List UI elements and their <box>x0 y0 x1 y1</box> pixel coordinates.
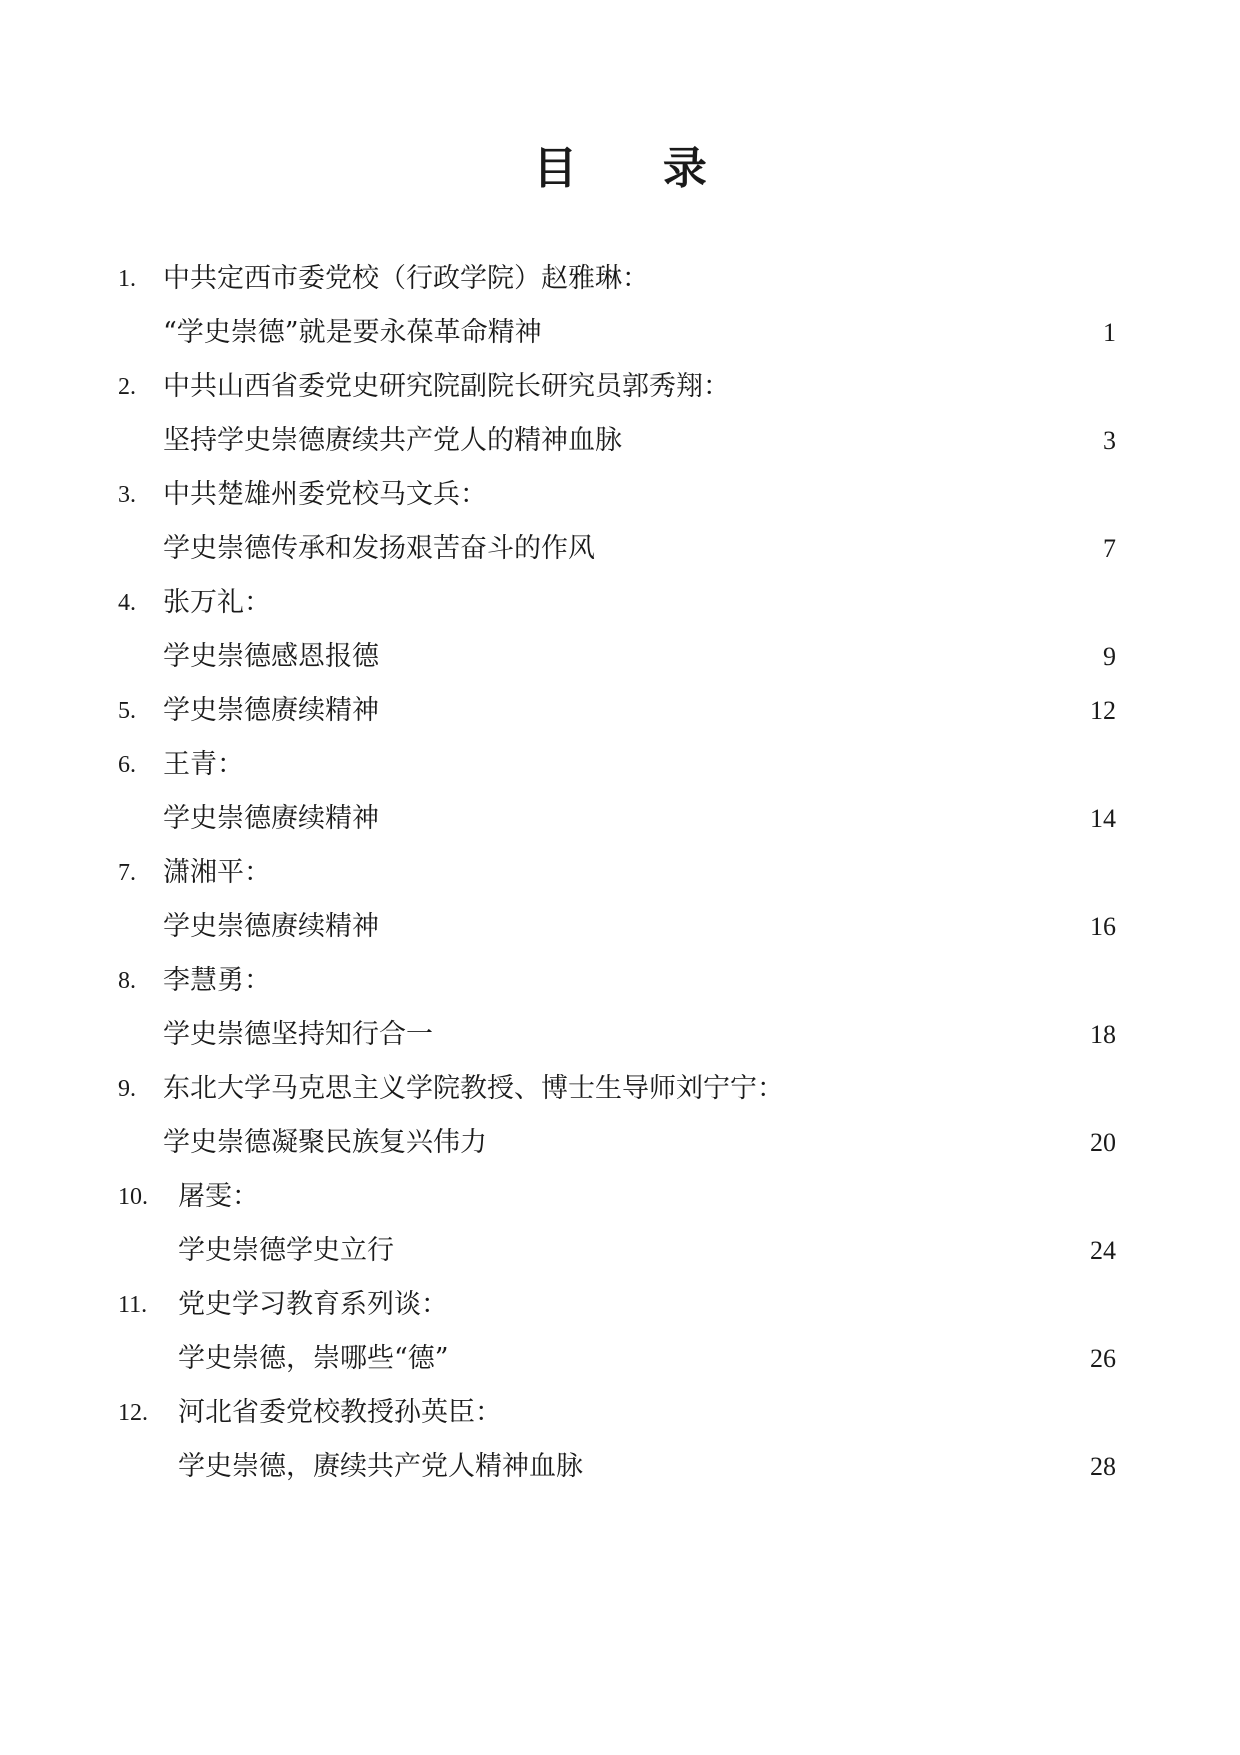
toc-entry-page: 1 <box>1103 318 1116 347</box>
toc-entry[interactable] <box>0 468 1240 576</box>
toc-author-line <box>0 360 1240 414</box>
toc-entry-number: 4. <box>118 590 136 616</box>
toc-entry-title: 学史崇德，崇哪些“德” <box>178 1343 449 1374</box>
toc-title-line <box>0 414 1240 468</box>
toc-entry-title: 学史崇德凝聚民族复兴伟力 <box>163 1127 487 1158</box>
toc-author-line <box>0 468 1240 522</box>
toc-entry-number: 3. <box>118 482 136 508</box>
toc-entry-author: 中共楚雄州委党校马文兵： <box>163 479 487 510</box>
toc-entry-title: 学史崇德学史立行 <box>178 1235 394 1266</box>
toc-entry[interactable] <box>0 1170 1240 1278</box>
toc-entry-number: 12. <box>118 1400 148 1426</box>
toc-entry-title: “学史崇德”就是要永葆革命精神 <box>163 317 542 348</box>
toc-entry-number: 9. <box>118 1076 136 1102</box>
toc-author-line <box>0 252 1240 306</box>
toc-entry-number: 5. <box>118 698 136 724</box>
toc-title-line <box>0 900 1240 954</box>
toc-entry[interactable] <box>0 1278 1240 1386</box>
toc-title-line <box>0 1008 1240 1062</box>
table-of-contents <box>0 252 1240 1494</box>
toc-author-line <box>0 1386 1240 1440</box>
toc-title-line <box>0 1224 1240 1278</box>
toc-entry-page: 24 <box>1090 1236 1116 1265</box>
toc-entry-author: 屠雯： <box>178 1181 259 1212</box>
toc-entry-page: 28 <box>1090 1452 1116 1481</box>
toc-entry-author: 张万礼： <box>163 587 271 618</box>
page-title: 目 录 <box>533 143 743 194</box>
toc-entry[interactable] <box>0 1386 1240 1494</box>
toc-entry-author: 中共定西市委党校（行政学院）赵雅琳： <box>163 263 649 294</box>
toc-author-line <box>0 1278 1240 1332</box>
toc-entry[interactable] <box>0 738 1240 846</box>
toc-entry-title: 学史崇德赓续精神 <box>163 695 379 726</box>
toc-entry-page: 3 <box>1103 426 1116 455</box>
toc-entry-page: 9 <box>1103 642 1116 671</box>
toc-entry-page: 16 <box>1090 912 1116 941</box>
toc-author-line <box>0 1170 1240 1224</box>
toc-title-line <box>0 522 1240 576</box>
toc-title-line <box>0 630 1240 684</box>
toc-entry-title: 学史崇德赓续精神 <box>163 911 379 942</box>
toc-entry-title: 学史崇德，赓续共产党人精神血脉 <box>178 1451 583 1482</box>
toc-entry-author: 河北省委党校教授孙英臣： <box>178 1397 502 1428</box>
toc-title-line <box>0 1440 1240 1494</box>
toc-entry-author: 中共山西省委党史研究院副院长研究员郭秀翔： <box>163 371 730 402</box>
toc-entry[interactable] <box>0 846 1240 954</box>
toc-entry-page: 18 <box>1090 1020 1116 1049</box>
toc-title-line <box>0 306 1240 360</box>
toc-entry[interactable] <box>0 252 1240 360</box>
toc-entry-author: 潇湘平： <box>163 857 271 888</box>
toc-entry-number: 7. <box>118 860 136 886</box>
toc-entry-page: 7 <box>1103 534 1116 563</box>
toc-entry-page: 20 <box>1090 1128 1116 1157</box>
toc-entry-page: 14 <box>1090 804 1116 833</box>
toc-author-line <box>0 576 1240 630</box>
toc-entry[interactable] <box>0 1062 1240 1170</box>
toc-title-line <box>0 1332 1240 1386</box>
toc-author-line <box>0 846 1240 900</box>
toc-entry-number: 11. <box>118 1292 148 1318</box>
toc-entry-title: 学史崇德坚持知行合一 <box>163 1019 433 1050</box>
toc-title-line <box>0 1116 1240 1170</box>
toc-author-line <box>0 738 1240 792</box>
toc-entry-title: 学史崇德赓续精神 <box>163 803 379 834</box>
toc-entry-number: 8. <box>118 968 136 994</box>
toc-entry-number: 1. <box>118 266 136 292</box>
toc-entry-title: 学史崇德感恩报德 <box>163 641 379 672</box>
toc-entry[interactable] <box>0 576 1240 684</box>
toc-entry-title: 学史崇德传承和发扬艰苦奋斗的作风 <box>163 533 595 564</box>
toc-entry-number: 10. <box>118 1184 148 1210</box>
toc-entry[interactable] <box>0 684 1240 738</box>
toc-entry-number: 6. <box>118 752 136 778</box>
toc-entry[interactable] <box>0 954 1240 1062</box>
toc-author-line <box>0 1062 1240 1116</box>
toc-entry-author: 王青： <box>163 749 244 780</box>
toc-entry-page: 12 <box>1090 696 1116 725</box>
toc-title-line <box>0 792 1240 846</box>
toc-author-line <box>0 954 1240 1008</box>
toc-entry-page: 26 <box>1090 1344 1116 1373</box>
toc-entry-title: 坚持学史崇德赓续共产党人的精神血脉 <box>163 425 622 456</box>
toc-entry-author: 李慧勇： <box>163 965 271 996</box>
toc-entry-author: 东北大学马克思主义学院教授、博士生导师刘宁宁： <box>163 1073 784 1104</box>
toc-entry[interactable] <box>0 360 1240 468</box>
toc-entry-number: 2. <box>118 374 136 400</box>
toc-title-line <box>0 684 1240 738</box>
toc-entry-author: 党史学习教育系列谈： <box>178 1289 448 1320</box>
